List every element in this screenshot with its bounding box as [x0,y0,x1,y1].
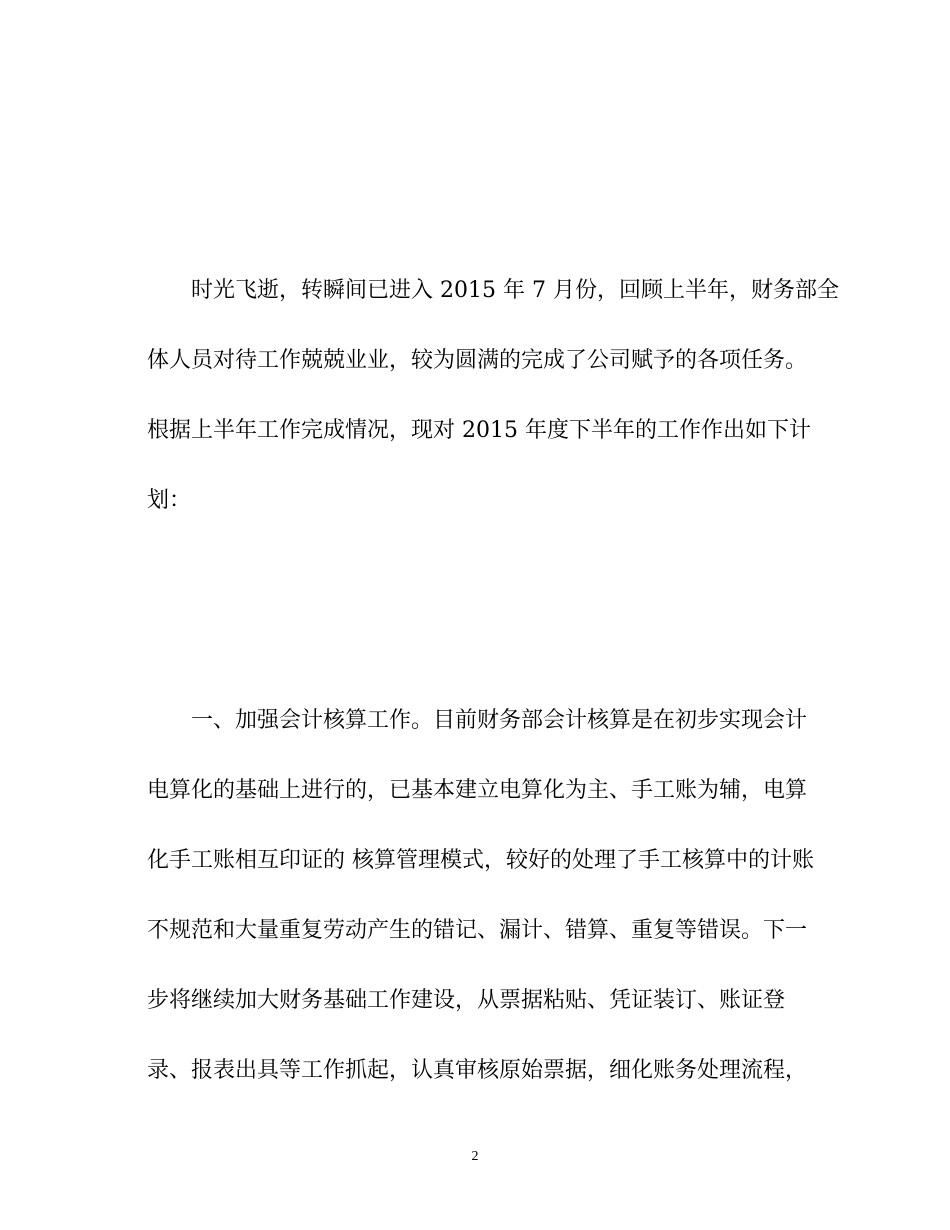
text-line: 根据上半年工作完成情况，现对 2015 年度下半年的工作作出如下计 [147,418,811,443]
text-line: 不规范和大量重复劳动产生的错记、漏计、错算、重复等错误。下一 [147,918,808,943]
text-line: 电算化的基础上进行的，已基本建立电算化为主、手工账为辅，电算 [147,778,808,803]
text-line: 一、加强会计核算工作。目前财务部会计核算是在初步实现会计 [191,708,808,733]
text-line: 录、报表出具等工作抓起，认真审核原始票据，细化账务处理流程， [147,1058,808,1083]
text-line: 划： [147,488,192,513]
text-line: 时光飞逝，转瞬间已进入 2015 年 7 月份，回顾上半年，财务部全 [191,278,839,303]
text-line: 化手工账相互印证的 核算管理模式，较好的处理了手工核算中的计账 [147,848,814,873]
text-line: 步将继续加大财务基础工作建设，从票据粘贴、凭证装订、账证登 [147,988,786,1013]
text-line: 体人员对待工作兢兢业业，较为圆满的完成了公司赋予的各项任务。 [147,348,808,373]
page-number: 2 [471,1149,479,1164]
